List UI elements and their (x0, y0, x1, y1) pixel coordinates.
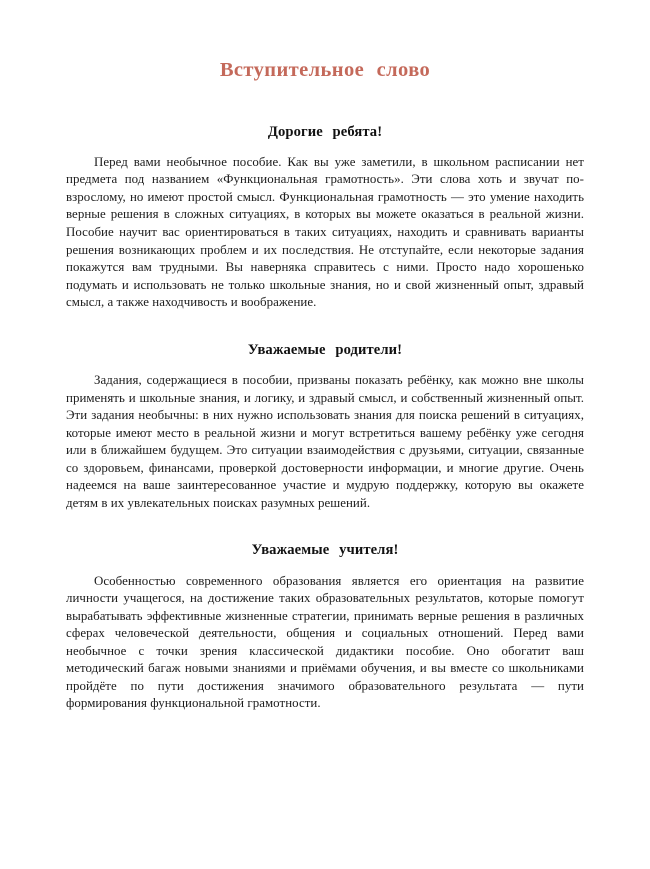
text-column (66, 0, 584, 713)
section-body-students: Перед вами необычное пособие. Как вы уже заметили, в школьном расписании нет предмета под названием «Функциональная грамотность». Эти слова хоть и звучат по-взрослому, но имеют простой смысл. Функциональная грамотность — это умение находить верные решения в сложных ситуациях, в которых вы можете оказаться в реальной жизни. Пособие научит вас ориентироваться в таких ситуациях, находить и сравнивать варианты решения возникающих проблем и их последствия. Не отступайте, если некоторые задания покажутся вам трудными. Вы наверняка справитесь с ними. Просто надо хорошенько подумать и использовать не только школьные знания, но и свой жизненный опыт, здравый смысл, а также находчивость и воображение. (66, 154, 584, 310)
section-for-teachers (66, 512, 584, 713)
section-body-teachers: Особенностью современного образования является его ориентация на развитие личности учащегося, на достижение таких образовательных результатов, которые помогут вырабатывать эффективные жизненные стратегии, принимать верные решения в различных сферах человеческой деятельности, общения и социальных отношений. Перед вами необычное с точки зрения классической дидактики пособие. Оно обогатит ваш методический багаж новыми знаниями и приёмами обучения, и вы вместе со школьниками пройдёте по пути достижения значимого образовательного результата — пути формирования функциональной грамотности. (66, 573, 584, 711)
section-body-parents: Задания, содержащиеся в пособии, призваны показать ребёнку, как можно вне школы применять и школьные знания, и логику, и здравый смысл, и собственный жизненный опыт. Эти задания необычны: в них нужно использовать знания для поиска решений в ситуациях, которые имеют место в реальной жизни и могут встретиться вашему ребёнку уже сегодня или в ближайшем будущем. Это ситуации взаимодействия с друзьями, ситуации, связанные со здоровьем, финансами, проверкой достоверности информации, и многие другие. Очень надеемся на ваше заинтересованное участие и мудрую поддержку, которую вы окажете детям в их увлекательных поисках разумных решений. (66, 372, 584, 510)
section-heading-teachers: Уважаемые учителя! (251, 542, 399, 559)
page-title: Вступительное слово (219, 59, 431, 81)
section-for-students (66, 83, 584, 312)
section-for-parents (66, 312, 584, 513)
section-heading-parents: Уважаемые родители! (247, 341, 403, 358)
section-heading-students: Дорогие ребята! (267, 123, 383, 140)
